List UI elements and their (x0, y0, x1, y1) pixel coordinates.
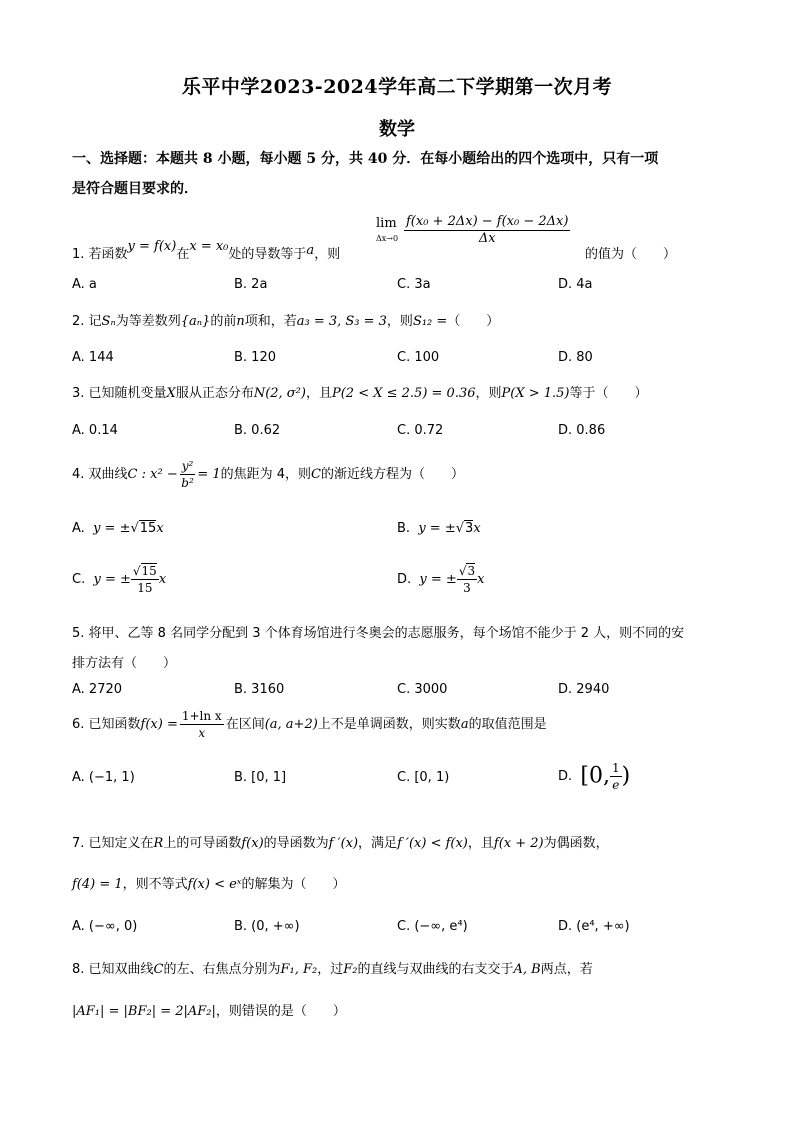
q4-option-d-pre: y = ± (419, 572, 457, 587)
q7-fpx: f ′(x) (328, 836, 359, 851)
q1-option-b: B. 2a (234, 277, 268, 292)
q7-option-b: B. (0, +∞) (234, 919, 300, 934)
q1-prefix: 1. 若函数 (72, 247, 128, 262)
q2-text-c: 的前 (210, 314, 237, 329)
q6-text-b: 在区间 (225, 717, 265, 732)
q6-option-d-post: ) (621, 763, 631, 789)
q4-option-d-post: x (477, 572, 485, 587)
q3-text-a: 3. 已知随机变量 (72, 386, 167, 401)
q3-option-d: D. 0.86 (558, 423, 606, 438)
q1-function: y = f(x) (127, 239, 177, 254)
q8-text-b: 的左、右焦点分别为 (163, 962, 281, 977)
q2-option-b: B. 120 (234, 350, 276, 365)
q4-option-c-label: C. (72, 572, 86, 587)
q2-n: n (236, 314, 245, 329)
q4-text-c: 的渐近线方程为（ ） (320, 467, 464, 482)
q3-ask: P(X > 1.5) (501, 386, 570, 401)
q7-text-f: 为偶函数， (543, 836, 609, 851)
q8-text-e: 两点，若 (540, 962, 593, 977)
q6-text-d: 的取值范围是 (468, 717, 547, 732)
q7-option-d: D. (e⁴, +∞) (558, 919, 630, 934)
q6-option-c: C. [0, 1) (397, 770, 450, 785)
q6-option-d (558, 760, 630, 793)
q1-mid1: 在 (176, 247, 190, 262)
q4-option-b-pre: y = ± (418, 521, 456, 536)
q1-fraction (404, 214, 570, 247)
q4-option-b-post: x (473, 521, 481, 536)
q2-text-e: ，则 (386, 314, 413, 329)
q2-option-d: D. 80 (558, 350, 593, 365)
q4-option-b-root: 3 (465, 521, 474, 536)
q4-option-d-root: 3 (467, 564, 476, 578)
q1-option-a: A. a (72, 277, 97, 292)
section-heading-line2: 是符合题目要求的． (72, 181, 198, 197)
q4-option-c-den: 15 (137, 581, 153, 595)
question-8 (72, 960, 732, 980)
q7-text-b: 上的可导函数 (163, 836, 242, 851)
question-4 (72, 458, 732, 491)
q7-r: R (153, 836, 164, 851)
q2-text-d: 项和，若 (244, 314, 297, 329)
q1-lim-sub: Δx→0 (376, 234, 399, 243)
q6-option-a: A. (−1, 1) (72, 770, 135, 785)
q4-frac-num: y² (181, 459, 194, 473)
q6-text-c: 上不是单调函数，则实数 (317, 717, 461, 732)
q3-option-b: B. 0.62 (234, 423, 281, 438)
q6-denominator: x (198, 726, 206, 740)
q6-option-d-label: D. (558, 769, 573, 784)
q7-text-e: ，且 (467, 836, 494, 851)
q7-fx: f(x) (241, 836, 264, 851)
q4-option-d: D. y = ± $\frac{√3}{3}$ x (397, 564, 485, 595)
q8-c: C (153, 962, 164, 977)
q2-text-a: 2. 记 (72, 314, 102, 329)
q4-text-b: 的焦距为 4，则 (220, 467, 312, 482)
exam-subject: 数学 (379, 119, 415, 140)
q2-text-b: 为等差数列 (115, 314, 181, 329)
question-7 (72, 834, 732, 854)
q6-option-b: B. [0, 1] (234, 770, 287, 785)
q5-line2: 排方法有（ ） (72, 656, 177, 671)
q2-text-f: （ ） (447, 314, 500, 329)
q5-option-b: B. 3160 (234, 682, 285, 697)
q3-x: X (166, 386, 176, 401)
q4-option-d-label: D. (397, 572, 412, 587)
question-2 (72, 312, 732, 332)
q4-option-b-label: B. (397, 521, 411, 536)
q6-fx: f(x) = (140, 717, 178, 732)
q3-option-a: A. 0.14 (72, 423, 118, 438)
q8-text-a: 8. 已知双曲线 (72, 962, 154, 977)
q6-interval: (a, a+2) (264, 717, 318, 732)
q5-option-a: A. 2720 (72, 682, 123, 697)
q3-option-c: C. 0.72 (397, 423, 444, 438)
q7-line2-b: ，则不等式 (122, 877, 188, 892)
q1-option-d: D. 4a (558, 277, 593, 292)
q4-c: C (311, 467, 321, 482)
q3-distribution: N(2, σ²) (253, 386, 306, 401)
q3-text-d: ，则 (475, 386, 502, 401)
q1-denominator: Δx (478, 231, 496, 246)
q2-option-c: C. 100 (397, 350, 440, 365)
q8-text-d: 的直线与双曲线的右支交于 (357, 962, 514, 977)
q1-point: x = x₀ (189, 239, 229, 254)
q3-text-c: ，且 (305, 386, 332, 401)
q7-inequality: f(x) < eˣ (187, 877, 242, 892)
q2-an: {aₙ} (180, 314, 211, 329)
q7-text-d: ，满足 (358, 836, 398, 851)
q6-text-a: 6. 已知函数 (72, 717, 141, 732)
q4-option-a-pre: y = ± (93, 521, 131, 536)
q8-text-c: ，过 (317, 962, 344, 977)
q7-option-a: A. (−∞, 0) (72, 919, 138, 934)
q7-f4: f(4) = 1 (72, 877, 123, 892)
q2-s12: S₁₂ = (412, 314, 448, 329)
q3-condition: P(2 < X ≤ 2.5) = 0.36 (331, 386, 476, 401)
question-7-line2 (72, 875, 732, 895)
q4-option-a-post: x (156, 521, 164, 536)
q1-mid2: 处的导数等于 (228, 247, 307, 262)
q4-option-a-label: A. (72, 521, 85, 536)
q7-text-a: 7. 已知定义在 (72, 836, 154, 851)
q8-line2-text: ，则错误的是（ ） (215, 1004, 346, 1019)
q1-lim: lim (376, 216, 397, 231)
question-3 (72, 384, 732, 404)
q5-option-d: D. 2940 (558, 682, 610, 697)
q2-option-a: A. 144 (72, 350, 114, 365)
q8-foci: F₁, F₂ (280, 962, 318, 977)
q7-line2-c: 的解集为（ ） (241, 877, 346, 892)
q8-f2: F₂ (343, 962, 358, 977)
q4-option-c-root: 15 (141, 564, 157, 578)
q4-option-b: B. y = ±√3x (397, 521, 481, 536)
q7-even: f(x + 2) (493, 836, 544, 851)
section-heading (72, 144, 732, 204)
q6-numerator: 1+ln x (181, 709, 222, 723)
q6-option-d-num: 1 (612, 761, 620, 775)
q4-frac-den: b² (181, 476, 194, 490)
q2-sn: Sₙ (101, 314, 116, 329)
q4-option-c-post: x (158, 572, 167, 587)
q7-option-c: C. (−∞, e⁴) (397, 919, 468, 934)
question-8-line2 (72, 1002, 732, 1022)
q6-a: a (460, 717, 469, 732)
section-heading-line1: 一、选择题：本题共 8 小题，每小题 5 分，共 40 分．在每小题给出的四个选项中，只有一项 (72, 151, 659, 167)
q4-text-a: 4. 双曲线 (72, 467, 128, 482)
q3-text-e: 等于（ ） (569, 386, 648, 401)
q1-a: a (306, 243, 315, 258)
q7-condition: f ′(x) < f(x) (397, 836, 468, 851)
q4-curve-b: = 1 (197, 467, 221, 482)
q4-curve-a: C : x² − (127, 467, 178, 482)
exam-title: 乐平中学2023-2024学年高二下学期第一次月考 (181, 76, 613, 98)
q4-option-c: C. y = ± $\frac{√15}{15}$ x (72, 564, 167, 595)
q1-option-c: C. 3a (397, 277, 431, 292)
q4-option-a: A. y = ±√15x (72, 521, 164, 536)
q7-text-c: 的导函数为 (263, 836, 329, 851)
question-5 (72, 619, 732, 679)
q2-condition: a₃ = 3, S₃ = 3 (296, 314, 387, 329)
q1-mid3: ，则 (314, 247, 341, 262)
q6-option-d-pre: [0, (580, 763, 610, 789)
q1-numerator: f(x₀ + 2Δx) − f(x₀ − 2Δx) (406, 214, 569, 229)
q3-text-b: 服从正态分布 (175, 386, 254, 401)
q5-line1: 5. 将甲、乙等 8 名同学分配到 3 个体育场馆进行冬奥会的志愿服务，每个场馆不能少于 2 人，则不同的安 (72, 626, 685, 641)
question-6 (72, 708, 732, 741)
q8-ab: A, B (513, 962, 541, 977)
q4-option-a-root: 15 (139, 521, 157, 536)
q4-option-d-den: 3 (463, 581, 471, 595)
q1-suffix: 的值为（ ） (585, 247, 677, 262)
q4-option-c-pre: y = ± (93, 572, 131, 587)
q5-option-c: C. 3000 (397, 682, 448, 697)
q8-condition: |AF₁| = |BF₂| = 2|AF₂| (72, 1004, 216, 1019)
q6-option-d-den: e (612, 778, 620, 792)
